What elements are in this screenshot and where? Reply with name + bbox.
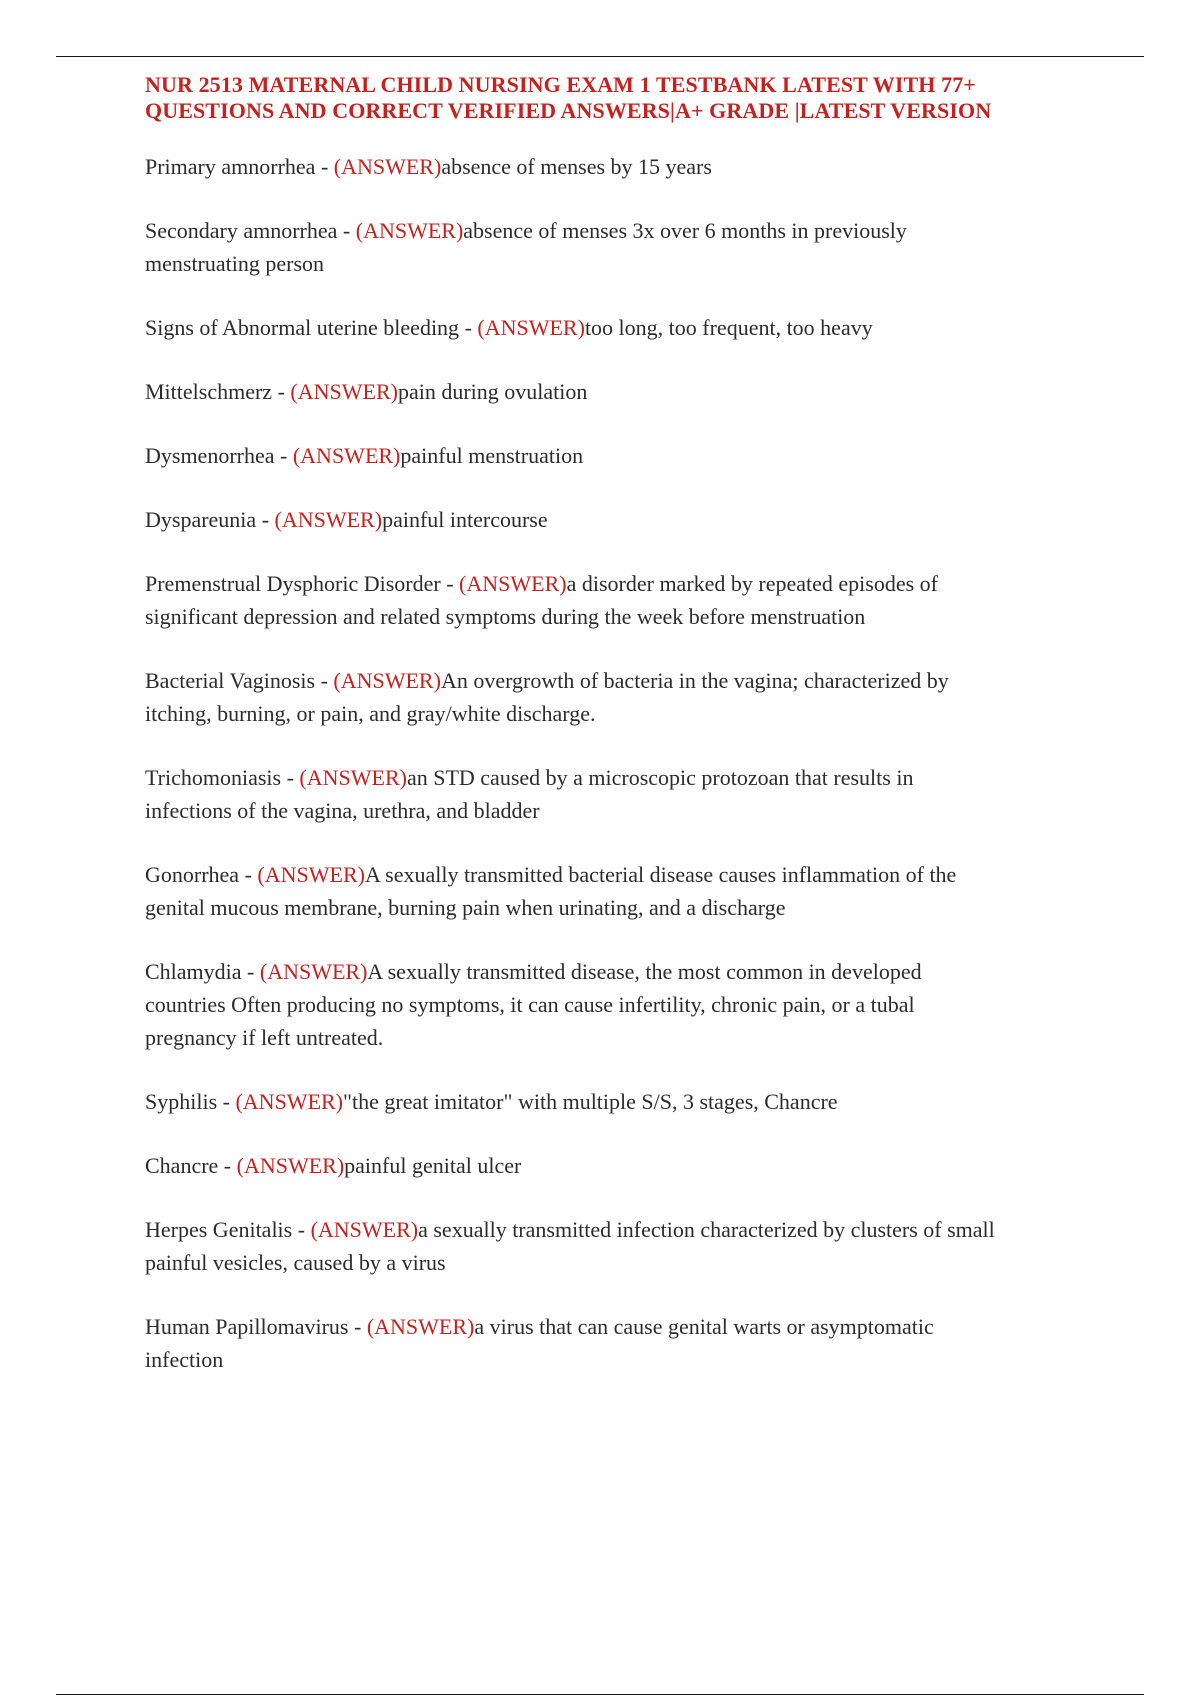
answer-tag: (ANSWER) [310,1217,419,1242]
qa-answer: a virus that can cause genital warts or asymptomatic [474,1314,934,1339]
qa-separator: - [292,1217,311,1242]
qa-entry-first-line [145,1213,1105,1246]
answer-tag: (ANSWER) [259,959,368,984]
qa-separator: - [239,862,258,887]
qa-separator: - [217,1089,236,1114]
qa-answer-continuation: significant depression and related symptoms during the week before menstruation [145,604,866,629]
qa-entry [145,503,1105,536]
qa-entry-first-line [145,150,1105,183]
qa-answer: A sexually transmitted bacterial disease causes inflammation of the [364,862,957,887]
qa-entry [145,375,1105,408]
qa-term: Gonorrhea [145,862,240,887]
answer-tag: (ANSWER) [257,862,365,887]
qa-entry-first-line [145,503,1105,536]
qa-answer-continuation: painful vesicles, caused by a virus [145,1250,446,1275]
qa-term: Chancre [145,1153,219,1178]
qa-separator: - [274,443,293,468]
qa-answer: painful intercourse [382,507,548,532]
qa-answer: "the great imitator" with multiple S/S, 3 stages, Chancre [343,1089,838,1114]
qa-term: Chlamydia [145,959,242,984]
qa-entry-first-line [145,1149,1105,1182]
qa-answer: pain during ovulation [397,379,588,404]
qa-answer-continuation: infections of the vagina, urethra, and bladder [145,798,540,823]
qa-entry [145,1085,1105,1118]
qa-entry [145,1310,1105,1376]
qa-term: Syphilis [145,1089,218,1114]
qa-separator: - [315,668,334,693]
qa-entry [145,439,1105,472]
qa-answer: painful genital ulcer [344,1153,522,1178]
qa-entry [145,664,1105,730]
qa-entry-first-line [145,567,1105,600]
qa-entry [145,761,1105,827]
qa-separator: - [241,959,260,984]
qa-entry-first-line [145,311,1105,344]
qa-separator: - [348,1314,367,1339]
qa-entry-first-line [145,955,1105,988]
qa-term: Herpes Genitalis [145,1217,293,1242]
qa-entry [145,1213,1105,1279]
qa-separator: - [315,154,334,179]
qa-term: Dyspareunia [145,507,257,532]
answer-tag: (ANSWER) [290,379,398,404]
answer-tag: (ANSWER) [235,1089,344,1114]
qa-term: Premenstrual Dysphoric Disorder [145,571,441,596]
qa-entry-first-line [145,858,1105,891]
title-line-1: NUR 2513 MATERNAL CHILD NURSING EXAM 1 TESTBANK LATEST WITH 77+ [145,72,976,97]
qa-separator: - [440,571,460,596]
qa-term: Secondary amnorrhea [145,218,338,243]
qa-list [145,150,1105,1407]
qa-separator: - [256,507,275,532]
qa-answer: absence of menses by 15 years [441,154,712,179]
qa-separator: - [218,1153,237,1178]
qa-term: Signs of Abnormal uterine bleeding [145,315,460,340]
answer-tag: (ANSWER) [366,1314,475,1339]
qa-answer-continuation: countries Often producing no symptoms, it can cause infertility, chronic pain, or a tubal [145,992,915,1017]
qa-term: Mittelschmerz [145,379,273,404]
qa-entry [145,150,1105,183]
title-line-2: QUESTIONS AND CORRECT VERIFIED ANSWERS|A+ GRADE |LATEST VERSION [145,98,992,123]
qa-answer-continuation: itching, burning, or pain, and gray/white discharge. [145,701,596,726]
qa-answer: A sexually transmitted disease, the most common in developed [367,959,922,984]
qa-entry [145,1149,1105,1182]
qa-answer: too long, too frequent, too heavy [584,315,873,340]
answer-tag: (ANSWER) [333,154,442,179]
qa-term: Primary amnorrhea [145,154,316,179]
qa-answer-continuation: infection [145,1347,224,1372]
qa-answer: An overgrowth of bacteria in the vagina; characterized by [440,668,949,693]
qa-entry-first-line [145,664,1105,697]
qa-separator: - [272,379,291,404]
qa-entry [145,311,1105,344]
qa-answer-continuation: genital mucous membrane, burning pain when urinating, and a discharge [145,895,786,920]
qa-entry [145,567,1105,633]
answer-tag: (ANSWER) [292,443,401,468]
qa-term: Human Papillomavirus [145,1314,349,1339]
qa-answer: a sexually transmitted infection characterized by clusters of small [418,1217,995,1242]
answer-tag: (ANSWER) [299,765,407,790]
qa-term: Trichomoniasis [145,765,282,790]
qa-answer: absence of menses 3x over 6 months in previously [463,218,907,243]
qa-answer: painful menstruation [400,443,584,468]
bottom-rule [56,1694,1144,1695]
qa-term: Bacterial Vaginosis [145,668,316,693]
top-rule [56,56,1144,57]
qa-answer: an STD caused by a microscopic protozoan that results in [406,765,914,790]
qa-separator: - [281,765,300,790]
qa-entry [145,858,1105,924]
answer-tag: (ANSWER) [236,1153,345,1178]
qa-entry-first-line [145,1310,1105,1343]
qa-entry-first-line [145,761,1105,794]
qa-term: Dysmenorrhea [145,443,275,468]
qa-answer-continuation: menstruating person [145,251,325,276]
answer-tag: (ANSWER) [355,218,464,243]
qa-entry-first-line [145,1085,1105,1118]
qa-separator: - [337,218,356,243]
answer-tag: (ANSWER) [333,668,441,693]
answer-tag: (ANSWER) [459,571,567,596]
qa-answer: a disorder marked by repeated episodes of [566,571,939,596]
answer-tag: (ANSWER) [274,507,383,532]
qa-entry [145,214,1105,280]
qa-answer-continuation: pregnancy if left untreated. [145,1025,384,1050]
qa-entry-first-line [145,214,1105,247]
answer-tag: (ANSWER) [477,315,585,340]
qa-separator: - [459,315,478,340]
document-title [145,72,1105,124]
qa-entry [145,955,1105,1054]
qa-entry-first-line [145,439,1105,472]
qa-entry-first-line [145,375,1105,408]
